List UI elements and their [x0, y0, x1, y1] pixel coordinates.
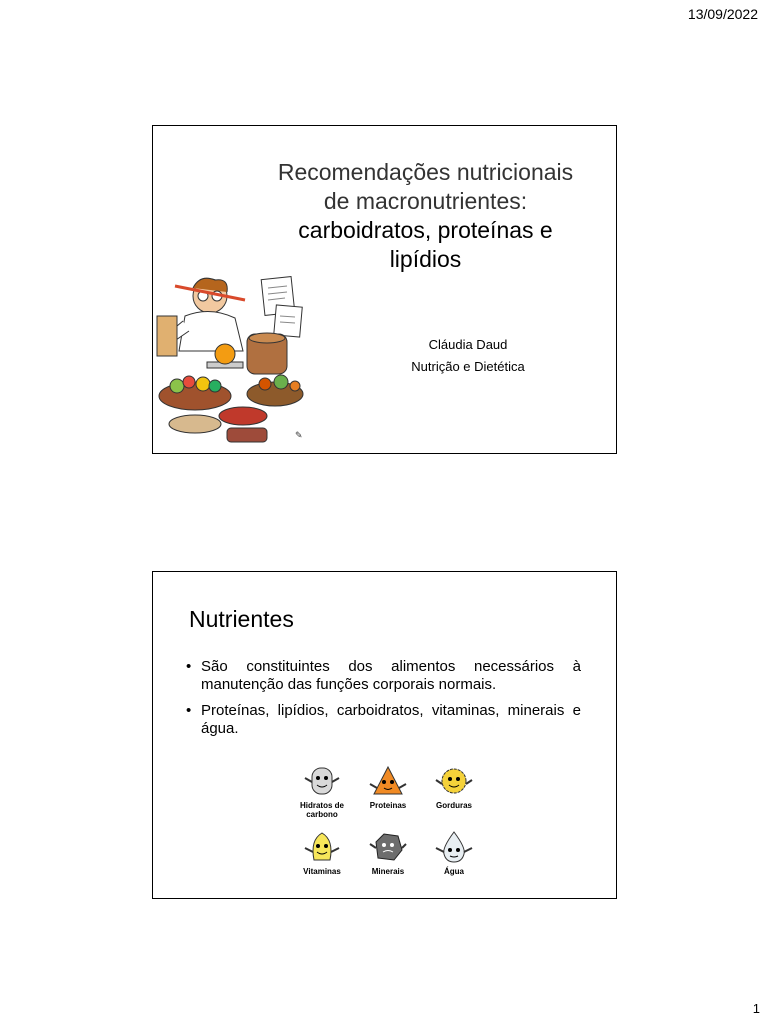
svg-text:✎: ✎: [295, 430, 303, 440]
nutrients-slide: [152, 571, 617, 899]
slide-title: [248, 158, 603, 274]
carbohydrate-character-icon: [302, 764, 342, 800]
bullet-text: São constituintes dos alimentos necessários à manutenção das funções corporais normais.: [201, 658, 581, 693]
author-name: Cláudia Daud: [428, 337, 508, 352]
nutrient-label: Hidratos de carbono: [299, 801, 344, 819]
nutrient-gorduras: [421, 764, 487, 810]
fat-character-icon: [434, 764, 474, 800]
nutrient-vitaminas: [289, 830, 355, 876]
nutrient-agua: [421, 830, 487, 876]
title-line-2: de macronutrientes:: [323, 188, 528, 214]
title-line-1: Recomendações nutricionais: [277, 159, 574, 185]
bullet-dot-icon: •: [186, 658, 192, 675]
nutrient-minerais: [355, 830, 421, 876]
nutrient-label: Gorduras: [435, 801, 472, 810]
slide-title: Nutrientes: [189, 606, 294, 632]
protein-character-icon: [368, 764, 408, 800]
bullet-item: [186, 702, 581, 738]
nutrient-proteinas: [355, 764, 421, 810]
bullet-dot-icon: •: [186, 702, 192, 719]
bullet-list: [186, 658, 581, 746]
nutrient-label: Água: [444, 867, 464, 876]
title-slide: [152, 125, 617, 454]
nutrient-label: Vitaminas: [303, 867, 341, 876]
nutrient-label: Minerais: [371, 867, 405, 876]
subtitle-line-2: lipídios: [389, 246, 462, 272]
subtitle-line-1: carboidratos, proteínas e: [298, 217, 553, 243]
page-number: 1: [752, 1001, 760, 1016]
date-header: 13/09/2022: [687, 6, 758, 22]
bullet-text: Proteínas, lipídios, carboidratos, vitaminas, minerais e água.: [201, 702, 581, 737]
department-name: Nutrição e Dietética: [411, 359, 525, 374]
mineral-character-icon: [368, 830, 408, 866]
water-drop-character-icon: [434, 830, 474, 866]
nutrient-characters-figure: [289, 764, 489, 890]
nutrient-hidratos: [289, 764, 355, 819]
vitamin-character-icon: [302, 830, 342, 866]
nutritionist-cartoon-illustration: [155, 276, 323, 448]
nutrient-label: Proteinas: [369, 801, 407, 810]
bullet-item: [186, 658, 581, 694]
